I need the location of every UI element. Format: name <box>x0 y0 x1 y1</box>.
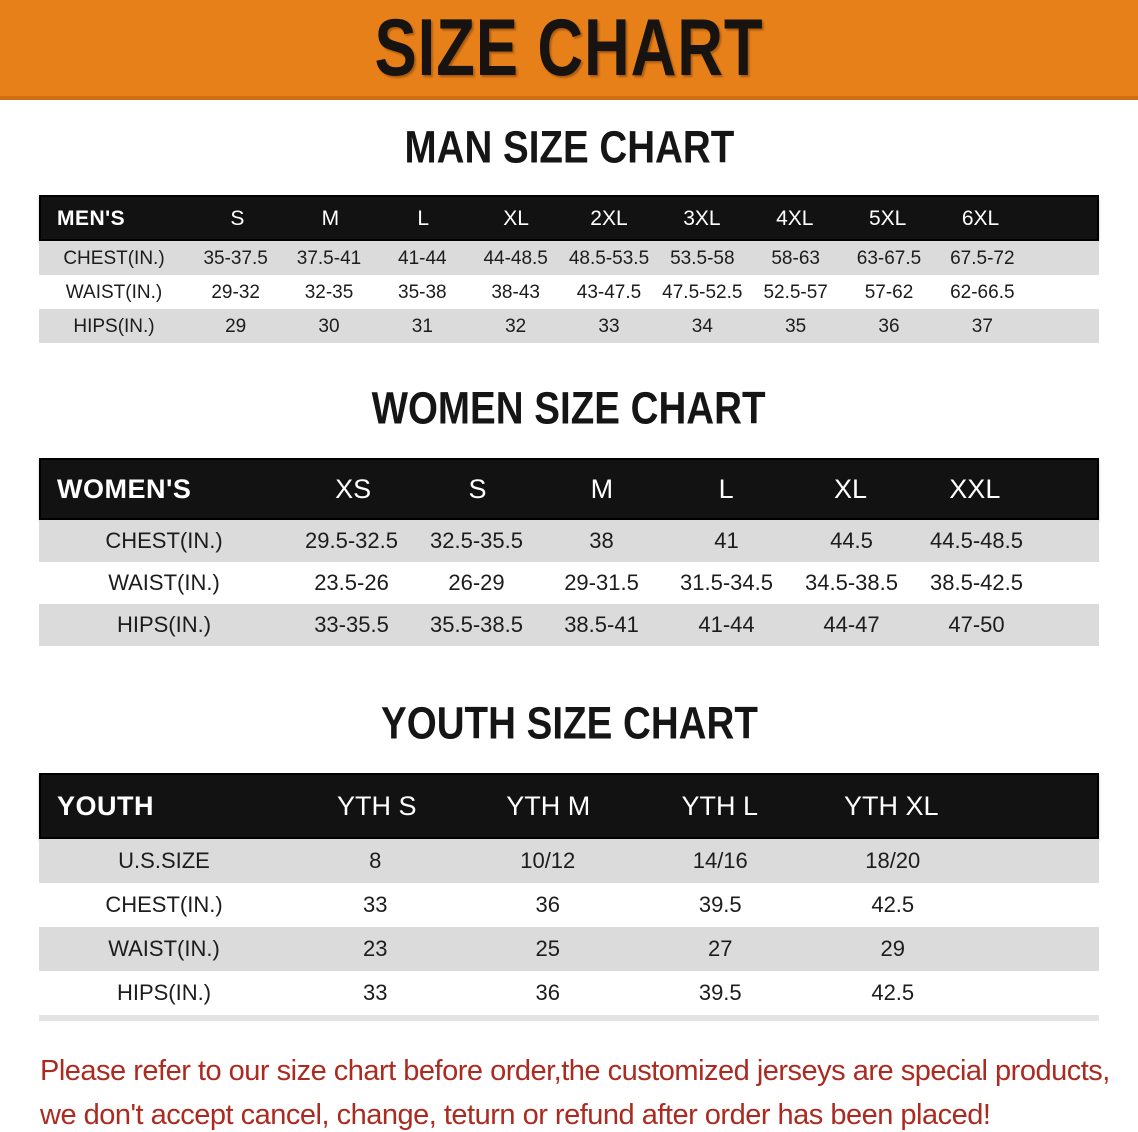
size-value: 38.5-41 <box>564 612 639 637</box>
section-title-women-text: WOMEN SIZE CHART <box>372 382 766 434</box>
size-value: 43-47.5 <box>576 281 642 303</box>
table-row <box>39 520 1099 562</box>
size-value: 63-67.5 <box>856 247 922 269</box>
table-header-row <box>39 458 1099 520</box>
row-label: HIPS(IN.) <box>73 315 155 337</box>
row-label: WAIST(IN.) <box>65 281 163 303</box>
row-label: HIPS(IN.) <box>116 980 212 1005</box>
size-value: 38.5-42.5 <box>930 570 1023 595</box>
size-column-header: YTH M <box>506 790 591 821</box>
size-column-header: YTH L <box>681 790 759 821</box>
row-label: HIPS(IN.) <box>116 612 212 637</box>
size-value: 39.5 <box>698 980 742 1005</box>
size-column-header: XL <box>833 473 867 504</box>
row-label: CHEST(IN.) <box>105 528 223 553</box>
size-value: 44-47 <box>823 612 880 637</box>
table-header-label: MEN'S <box>57 206 126 230</box>
size-value: 52.5-57 <box>763 281 828 303</box>
size-value: 32 <box>505 315 527 337</box>
size-value: 29-32 <box>211 281 260 303</box>
row-label: WAIST(IN.) <box>108 570 220 595</box>
size-value: 14/16 <box>692 848 748 873</box>
size-value: 23.5-26 <box>314 570 389 595</box>
size-value: 35 <box>785 315 807 337</box>
men-size-table <box>39 195 1099 343</box>
size-value: 29 <box>225 315 247 337</box>
size-value: 8 <box>369 848 382 873</box>
size-value: 27 <box>708 936 733 961</box>
size-value: 31.5-34.5 <box>680 570 773 595</box>
size-column-header: S <box>230 206 245 230</box>
section-title-man-text: MAN SIZE CHART <box>404 121 734 173</box>
size-value: 58-63 <box>771 247 820 269</box>
page-title: SIZE CHART <box>374 3 764 93</box>
table-row <box>39 604 1099 646</box>
size-value: 33 <box>363 980 388 1005</box>
size-value: 36 <box>878 315 900 337</box>
size-column-header: YTH XL <box>843 790 939 821</box>
table-header-label: WOMEN'S <box>57 473 192 504</box>
table-header-row <box>39 195 1099 241</box>
size-value: 44-48.5 <box>483 247 548 269</box>
table-row <box>39 971 1099 1015</box>
size-value: 26-29 <box>448 570 505 595</box>
row-label: U.S.SIZE <box>118 848 210 873</box>
size-column-header: L <box>417 206 430 230</box>
size-column-header: 5XL <box>868 206 907 230</box>
size-value: 23 <box>363 936 388 961</box>
size-value: 41 <box>714 528 739 553</box>
size-value: 47-50 <box>948 612 1005 637</box>
size-value: 37.5-41 <box>296 247 362 269</box>
size-column-header: 2XL <box>590 206 628 230</box>
size-column-header: 3XL <box>683 206 721 230</box>
size-value: 18/20 <box>865 848 921 873</box>
table-row <box>39 241 1099 275</box>
section-title-youth-text: YOUTH SIZE CHART <box>380 697 758 749</box>
disclaimer <box>40 1049 1138 1132</box>
size-column-header: XL <box>503 206 529 230</box>
size-value: 42.5 <box>871 980 915 1005</box>
row-label: WAIST(IN.) <box>108 936 220 961</box>
row-label: CHEST(IN.) <box>105 892 223 917</box>
size-column-header: YTH S <box>336 790 417 821</box>
table-row <box>39 839 1099 883</box>
size-value: 29 <box>880 936 905 961</box>
women-size-table <box>39 458 1099 646</box>
youth-size-table <box>39 773 1099 1021</box>
size-value: 37 <box>971 315 993 337</box>
size-value: 34.5-38.5 <box>805 570 898 595</box>
disclaimer-line-1: Please refer to our size chart before order,the customized jerseys are special products, <box>40 1055 1110 1087</box>
size-value: 33-35.5 <box>314 612 389 637</box>
size-value: 53.5-58 <box>670 247 735 269</box>
size-value: 42.5 <box>871 892 915 917</box>
size-value: 44.5-48.5 <box>930 528 1023 553</box>
size-value: 35-38 <box>398 281 447 303</box>
size-value: 29.5-32.5 <box>305 528 398 553</box>
size-column-header: 6XL <box>961 206 1000 230</box>
banner <box>0 0 1138 100</box>
size-value: 30 <box>318 315 340 337</box>
disclaimer-line-2: we don't accept cancel, change, teturn or refund after order has been placed! <box>40 1099 991 1131</box>
section-title-youth <box>0 697 1138 749</box>
size-column-header: M <box>321 206 340 230</box>
size-value: 38 <box>589 528 614 553</box>
table-row <box>39 275 1099 309</box>
size-value: 48.5-53.5 <box>568 247 650 269</box>
table-header-row <box>39 773 1099 839</box>
table-row <box>39 883 1099 927</box>
size-value: 34 <box>691 315 713 337</box>
size-column-header: L <box>718 473 734 504</box>
size-column-header: 4XL <box>776 206 814 230</box>
size-value: 44.5 <box>830 528 873 553</box>
size-value: 36 <box>535 892 560 917</box>
section-title-man <box>0 121 1138 173</box>
man-size-chart-section <box>0 121 1138 343</box>
youth-size-chart-section <box>0 697 1138 1021</box>
size-value: 31 <box>411 315 433 337</box>
size-value: 33 <box>363 892 388 917</box>
size-value: 47.5-52.5 <box>662 281 743 303</box>
size-value: 62-66.5 <box>950 281 1015 303</box>
table-header-label: YOUTH <box>57 790 154 821</box>
size-value: 41-44 <box>698 612 755 637</box>
size-column-header: XS <box>335 473 372 504</box>
size-value: 57-62 <box>864 281 914 303</box>
size-value: 35-37.5 <box>203 247 268 269</box>
size-value: 39.5 <box>698 892 742 917</box>
size-column-header: M <box>590 473 614 504</box>
size-value: 41-44 <box>398 247 447 269</box>
size-value: 32.5-35.5 <box>430 528 523 553</box>
size-value: 33 <box>598 315 620 337</box>
size-value: 67.5-72 <box>950 247 1015 269</box>
table-row <box>39 927 1099 971</box>
size-value: 32-35 <box>304 281 354 303</box>
section-title-women <box>0 382 1138 434</box>
size-column-header: XXL <box>949 473 1001 504</box>
table-row <box>39 309 1099 343</box>
women-size-chart-section <box>0 382 1138 646</box>
size-value: 25 <box>535 936 560 961</box>
size-value: 29-31.5 <box>564 570 639 595</box>
table-row <box>39 562 1099 604</box>
size-column-header: S <box>468 473 487 504</box>
size-value: 38-43 <box>491 281 540 303</box>
size-value: 10/12 <box>520 848 576 873</box>
row-label: CHEST(IN.) <box>63 247 165 269</box>
size-value: 35.5-38.5 <box>430 612 523 637</box>
size-value: 36 <box>535 980 560 1005</box>
